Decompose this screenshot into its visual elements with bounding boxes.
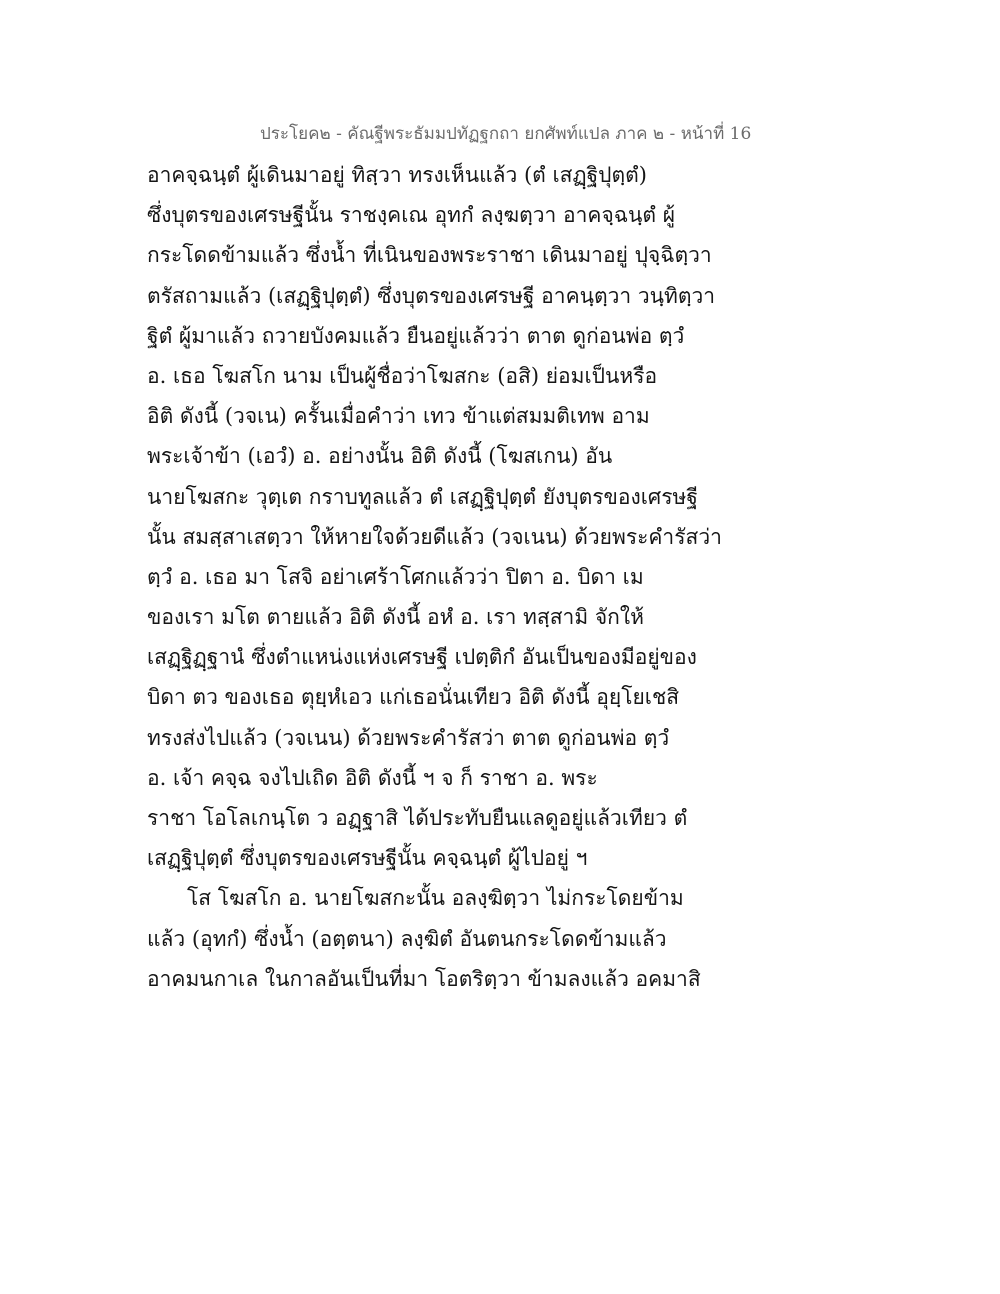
text-line: นั้น สมสฺสาเสตฺวา ให้หายใจด้วยดีแล้ว (วจเนน) ด้วยพระคำรัสว่า <box>147 524 722 549</box>
text-line: แล้ว (อุทกํ) ซึ่งน้ำ (อตฺตนา) ลงฺฆิตํ อันตนกระโดดข้ามแล้ว <box>147 926 667 951</box>
text-line: อ. เจ้า คจฺฉ จงไปเถิด อิติ ดังนี้ ฯ จ ก็ ราชา อ. พระ <box>147 765 598 790</box>
text-line: อิติ ดังนี้ (วจเน) ครั้นเมื่อคำว่า เทว ข้าแต่สมมติเทพ อาม <box>147 404 650 429</box>
text-line: พระเจ้าข้า (เอวํ) อ. อย่างนั้น อิติ ดังนี้ (โฆสเกน) อัน <box>147 444 613 469</box>
text-line: ราชา โอโลเกนฺโต ว อฏฺฐาสิ ได้ประทับยืนแลดูอยู่แล้วเทียว ตํ <box>147 806 688 830</box>
text-line: ซึ่งบุตรของเศรษฐีนั้น ราชงฺคเณ อุทกํ ลงฺฆตฺวา อาคจฺฉนฺตํ ผู้ <box>147 203 676 228</box>
text-line: ทรงส่งไปแล้ว (วจเนน) ด้วยพระคำรัสว่า ตาต ดูก่อนพ่อ ตฺวํ <box>147 725 670 750</box>
text-line: อาคมนกาเล ในกาลอันเป็นที่มา โอตริตฺวา ข้ามลงแล้ว อคมาสิ <box>147 966 701 991</box>
text-line: อ. เธอ โฆสโก นาม เป็นผู้ชื่อว่าโฆสกะ (อสิ) ย่อมเป็นหรือ <box>147 363 658 388</box>
text-line: อาคจฺฉนฺตํ ผู้เดินมาอยู่ ทิสฺวา ทรงเห็นแล้ว (ตํ เสฏฺฐิปุตฺตํ) <box>147 163 647 187</box>
text-line: เสฏฺฐิปุตฺตํ ซึ่งบุตรของเศรษฐีนั้น คจฺฉนฺตํ ผู้ไปอยู่ ฯ <box>147 846 588 871</box>
text-line: บิดา ตว ของเธอ ตุยฺหํเอว แก่เธอนั่นเทียว อิติ ดังนี้ อุยฺโยเชสิ <box>147 685 680 710</box>
text-line: กระโดดข้ามแล้ว ซึ่งน้ำ ที่เนินของพระราชา เดินมาอยู่ ปุจฺฉิตฺวา <box>147 243 712 268</box>
text-line: ตรัสถามแล้ว (เสฏฺฐิปุตฺตํ) ซึ่งบุตรของเศรษฐี อาคนฺตฺวา วนฺทิตฺวา <box>147 283 716 308</box>
paragraph-start-line: โส โฆสโก อ. นายโฆสกะนั้น อลงฺฆิตฺวา ไม่กระโดยข้าม <box>187 886 684 911</box>
text-line: นายโฆสกะ วุตฺเต กราบทูลแล้ว ตํ เสฏฺฐิปุตฺตํ ยังบุตรของเศรษฐี <box>147 484 698 509</box>
running-header: ประโยค๒ - คัณฐีพระธัมมปทัฏฐกถา ยกศัพท์แปล ภาค ๒ - หน้าที่ 16 <box>260 124 752 144</box>
text-line: ฐิตํ ผู้มาแล้ว ถวายบังคมแล้ว ยืนอยู่แล้วว่า ตาต ดูก่อนพ่อ ตฺวํ <box>147 323 685 348</box>
text-line: ตฺวํ อ. เธอ มา โสจิ อย่าเศร้าโศกแล้วว่า ปิตา อ. บิดา เม <box>147 564 644 589</box>
text-line: ของเรา มโต ตายแล้ว อิติ ดังนี้ อหํ อ. เรา ทสฺสามิ จักให้ <box>147 605 644 630</box>
text-line: เสฏฺฐิฏฺฐานํ ซึ่งตำแหน่งแห่งเศรษฐี เปตฺติกํ อันเป็นของมีอยู่ของ <box>147 645 697 670</box>
body-text <box>147 155 722 999</box>
